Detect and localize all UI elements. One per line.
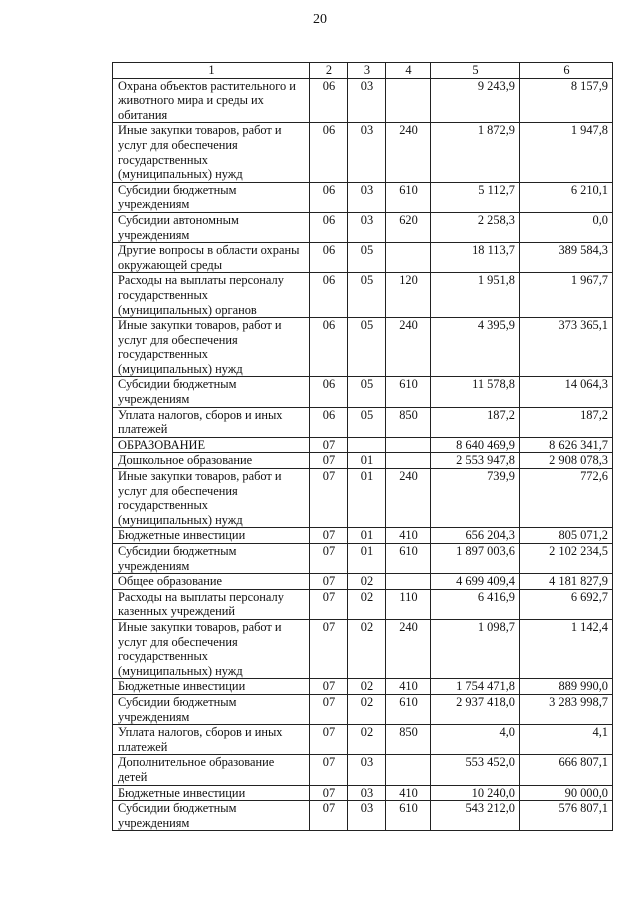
section-code-cell: 07 [310, 574, 348, 590]
table-row [113, 785, 613, 801]
item-name-cell: Иные закупки товаров, работ и услуг для обеспечения государственных (муниципальных) нужд [113, 619, 310, 678]
subsection-code-cell: 01 [348, 528, 386, 544]
subsection-code-cell: 05 [348, 377, 386, 407]
subsection-code-cell: 03 [348, 801, 386, 831]
item-name-cell: Дополнительное образование детей [113, 755, 310, 785]
amount-col6-cell: 3 283 998,7 [520, 694, 613, 724]
expense-type-cell: 610 [386, 801, 431, 831]
table-row [113, 407, 613, 437]
item-name-cell: Иные закупки товаров, работ и услуг для обеспечения государственных (муниципальных) нужд [113, 123, 310, 182]
amount-col6-cell: 6 692,7 [520, 589, 613, 619]
expense-type-cell: 410 [386, 785, 431, 801]
amount-col5-cell: 2 937 418,0 [431, 694, 520, 724]
amount-col5-cell: 18 113,7 [431, 243, 520, 273]
amount-col5-cell: 543 212,0 [431, 801, 520, 831]
expense-type-cell: 410 [386, 528, 431, 544]
table-row [113, 694, 613, 724]
expense-type-cell: 240 [386, 318, 431, 377]
table-row [113, 182, 613, 212]
item-name-cell: Иные закупки товаров, работ и услуг для обеспечения государственных (муниципальных) нужд [113, 469, 310, 528]
amount-col6-cell: 805 071,2 [520, 528, 613, 544]
subsection-code-cell: 02 [348, 619, 386, 678]
subsection-code-cell: 01 [348, 453, 386, 469]
table-row [113, 589, 613, 619]
amount-col6-cell: 8 626 341,7 [520, 437, 613, 453]
amount-col5-cell: 11 578,8 [431, 377, 520, 407]
section-code-cell: 07 [310, 453, 348, 469]
amount-col6-cell: 4 181 827,9 [520, 574, 613, 590]
amount-col6-cell: 666 807,1 [520, 755, 613, 785]
amount-col6-cell: 187,2 [520, 407, 613, 437]
section-code-cell: 07 [310, 801, 348, 831]
item-name-cell: Расходы на выплаты персоналу казенных учреждений [113, 589, 310, 619]
amount-col6-cell: 6 210,1 [520, 182, 613, 212]
table-row [113, 619, 613, 678]
subsection-code-cell: 03 [348, 123, 386, 182]
section-code-cell: 07 [310, 679, 348, 695]
section-code-cell: 07 [310, 785, 348, 801]
section-code-cell: 07 [310, 619, 348, 678]
table-row [113, 574, 613, 590]
section-code-cell: 07 [310, 755, 348, 785]
section-code-cell: 06 [310, 377, 348, 407]
subsection-code-cell: 03 [348, 755, 386, 785]
item-name-cell: Иные закупки товаров, работ и услуг для обеспечения государственных (муниципальных) нужд [113, 318, 310, 377]
item-name-cell: Бюджетные инвестиции [113, 528, 310, 544]
expense-type-cell: 410 [386, 679, 431, 695]
expense-type-cell [386, 437, 431, 453]
expense-type-cell [386, 453, 431, 469]
expense-type-cell: 240 [386, 469, 431, 528]
item-name-cell: Субсидии бюджетным учреждениям [113, 544, 310, 574]
table-row [113, 437, 613, 453]
table-row [113, 377, 613, 407]
amount-col5-cell: 8 640 469,9 [431, 437, 520, 453]
expense-type-cell: 240 [386, 123, 431, 182]
amount-col5-cell: 2 258,3 [431, 212, 520, 242]
item-name-cell: Уплата налогов, сборов и иных платежей [113, 407, 310, 437]
expense-type-cell [386, 755, 431, 785]
table-row [113, 469, 613, 528]
item-name-cell: Субсидии автономным учреждениям [113, 212, 310, 242]
page-number: 20 [313, 12, 327, 27]
header-cell-5: 5 [431, 63, 520, 79]
header-cell-3: 3 [348, 63, 386, 79]
amount-col6-cell: 1 142,4 [520, 619, 613, 678]
budget-table [112, 62, 613, 831]
table-row [113, 679, 613, 695]
amount-col6-cell: 389 584,3 [520, 243, 613, 273]
amount-col6-cell: 772,6 [520, 469, 613, 528]
amount-col6-cell: 2 908 078,3 [520, 453, 613, 469]
section-code-cell: 06 [310, 182, 348, 212]
amount-col5-cell: 1 897 003,6 [431, 544, 520, 574]
section-code-cell: 06 [310, 212, 348, 242]
section-code-cell: 06 [310, 243, 348, 273]
amount-col5-cell: 4 699 409,4 [431, 574, 520, 590]
subsection-code-cell: 05 [348, 243, 386, 273]
item-name-cell: Охрана объектов растительного и животного мира и среды их обитания [113, 78, 310, 123]
subsection-code-cell [348, 437, 386, 453]
amount-col6-cell: 4,1 [520, 725, 613, 755]
amount-col6-cell: 90 000,0 [520, 785, 613, 801]
expense-type-cell: 850 [386, 407, 431, 437]
table-row [113, 273, 613, 318]
amount-col6-cell: 889 990,0 [520, 679, 613, 695]
table-row [113, 212, 613, 242]
amount-col5-cell: 5 112,7 [431, 182, 520, 212]
expense-type-cell: 240 [386, 619, 431, 678]
section-code-cell: 07 [310, 694, 348, 724]
amount-col5-cell: 1 872,9 [431, 123, 520, 182]
amount-col5-cell: 9 243,9 [431, 78, 520, 123]
item-name-cell: Субсидии бюджетным учреждениям [113, 377, 310, 407]
expense-type-cell [386, 78, 431, 123]
amount-col6-cell: 14 064,3 [520, 377, 613, 407]
item-name-cell: Уплата налогов, сборов и иных платежей [113, 725, 310, 755]
item-name-cell: Бюджетные инвестиции [113, 785, 310, 801]
amount-col6-cell: 8 157,9 [520, 78, 613, 123]
expense-type-cell: 610 [386, 544, 431, 574]
item-name-cell: Дошкольное образование [113, 453, 310, 469]
subsection-code-cell: 02 [348, 725, 386, 755]
subsection-code-cell: 03 [348, 212, 386, 242]
amount-col5-cell: 656 204,3 [431, 528, 520, 544]
header-cell-2: 2 [310, 63, 348, 79]
subsection-code-cell: 01 [348, 544, 386, 574]
amount-col5-cell: 1 754 471,8 [431, 679, 520, 695]
section-code-cell: 06 [310, 407, 348, 437]
subsection-code-cell: 05 [348, 273, 386, 318]
item-name-cell: Субсидии бюджетным учреждениям [113, 694, 310, 724]
table-row [113, 755, 613, 785]
item-name-cell: ОБРАЗОВАНИЕ [113, 437, 310, 453]
amount-col5-cell: 6 416,9 [431, 589, 520, 619]
amount-col5-cell: 10 240,0 [431, 785, 520, 801]
expense-type-cell: 610 [386, 182, 431, 212]
section-code-cell: 07 [310, 544, 348, 574]
amount-col5-cell: 4,0 [431, 725, 520, 755]
table-row [113, 528, 613, 544]
table-row [113, 243, 613, 273]
subsection-code-cell: 05 [348, 318, 386, 377]
header-cell-6: 6 [520, 63, 613, 79]
item-name-cell: Субсидии бюджетным учреждениям [113, 801, 310, 831]
item-name-cell: Другие вопросы в области охраны окружающей среды [113, 243, 310, 273]
item-name-cell: Общее образование [113, 574, 310, 590]
amount-col6-cell: 1 947,8 [520, 123, 613, 182]
amount-col6-cell: 1 967,7 [520, 273, 613, 318]
header-cell-1: 1 [113, 63, 310, 79]
table-row [113, 544, 613, 574]
subsection-code-cell: 02 [348, 679, 386, 695]
subsection-code-cell: 03 [348, 785, 386, 801]
table-row [113, 453, 613, 469]
expense-type-cell: 620 [386, 212, 431, 242]
table-row [113, 318, 613, 377]
amount-col5-cell: 739,9 [431, 469, 520, 528]
subsection-code-cell: 02 [348, 694, 386, 724]
expense-type-cell: 610 [386, 377, 431, 407]
item-name-cell: Бюджетные инвестиции [113, 679, 310, 695]
subsection-code-cell: 02 [348, 589, 386, 619]
amount-col5-cell: 553 452,0 [431, 755, 520, 785]
item-name-cell: Расходы на выплаты персоналу государственных (муниципальных) органов [113, 273, 310, 318]
amount-col5-cell: 4 395,9 [431, 318, 520, 377]
section-code-cell: 07 [310, 589, 348, 619]
section-code-cell: 06 [310, 78, 348, 123]
subsection-code-cell: 03 [348, 78, 386, 123]
amount-col5-cell: 187,2 [431, 407, 520, 437]
expense-type-cell: 110 [386, 589, 431, 619]
expense-type-cell: 120 [386, 273, 431, 318]
amount-col5-cell: 1 098,7 [431, 619, 520, 678]
subsection-code-cell: 01 [348, 469, 386, 528]
expense-type-cell: 850 [386, 725, 431, 755]
section-code-cell: 06 [310, 318, 348, 377]
amount-col6-cell: 0,0 [520, 212, 613, 242]
section-code-cell: 07 [310, 469, 348, 528]
amount-col6-cell: 576 807,1 [520, 801, 613, 831]
expense-type-cell: 610 [386, 694, 431, 724]
table-row [113, 123, 613, 182]
section-code-cell: 07 [310, 528, 348, 544]
subsection-code-cell: 05 [348, 407, 386, 437]
amount-col5-cell: 2 553 947,8 [431, 453, 520, 469]
table-row [113, 725, 613, 755]
table-row [113, 801, 613, 831]
section-code-cell: 07 [310, 725, 348, 755]
header-cell-4: 4 [386, 63, 431, 79]
amount-col6-cell: 2 102 234,5 [520, 544, 613, 574]
subsection-code-cell: 02 [348, 574, 386, 590]
amount-col6-cell: 373 365,1 [520, 318, 613, 377]
table-row [113, 78, 613, 123]
subsection-code-cell: 03 [348, 182, 386, 212]
section-code-cell: 06 [310, 123, 348, 182]
amount-col5-cell: 1 951,8 [431, 273, 520, 318]
item-name-cell: Субсидии бюджетным учреждениям [113, 182, 310, 212]
expense-type-cell [386, 243, 431, 273]
section-code-cell: 07 [310, 437, 348, 453]
expense-type-cell [386, 574, 431, 590]
section-code-cell: 06 [310, 273, 348, 318]
table-header-row [113, 63, 613, 79]
